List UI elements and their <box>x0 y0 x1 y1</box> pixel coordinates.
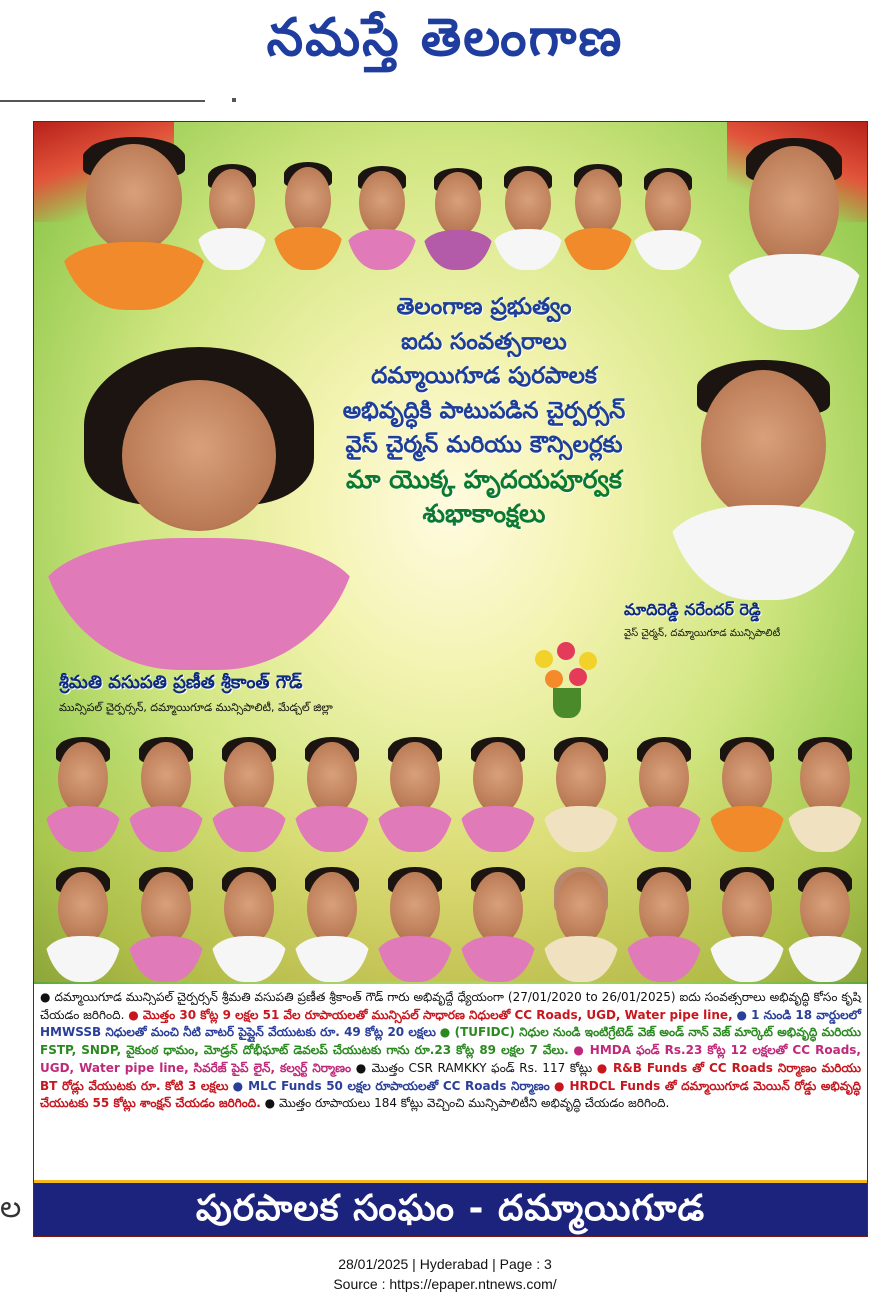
chairperson-caption <box>59 672 399 717</box>
leader-photo-large-right <box>724 130 864 330</box>
greeting-line: శుభాకాంక్షలు <box>422 499 546 528</box>
vice-chairman-title: వైస్ చైర్మన్, దమ్మాయిగూడ మున్సిపాలిటీ <box>624 628 781 639</box>
leader-photo-6 <box>562 160 634 270</box>
greeting-line: అభివృద్ధికి పాటుపడిన చైర్పర్సన్ <box>342 397 626 424</box>
councillor-photo <box>376 732 454 852</box>
leader-photo-3 <box>346 162 418 270</box>
councillor-photo <box>625 732 703 852</box>
source-link[interactable]: Source : https://epaper.ntnews.com/ <box>333 1276 557 1292</box>
advertisement <box>33 121 868 1237</box>
flower-bouquet <box>529 640 605 720</box>
councillor-photo <box>708 862 786 982</box>
summary-text: ● MLC Funds 50 లక్షల రూపాయలతో CC Roads నిర్మాణం <box>232 1078 550 1093</box>
chairperson-title: మున్సిపల్ చైర్పర్సన్, దమ్మాయిగూడ మున్సిపాలిటీ, మేడ్చల్ జిల్లా <box>59 701 333 714</box>
councillor-photo <box>459 862 537 982</box>
greeting-line: వైస్ చైర్మన్ మరియు కౌన్సిలర్లకు <box>345 432 623 458</box>
councillor-photo <box>786 732 864 852</box>
leader-photo-large-left <box>59 130 209 310</box>
councillor-photo <box>625 862 703 982</box>
councillor-photo <box>293 732 371 852</box>
greeting-line: తెలంగాణ ప్రభుత్వం <box>396 294 572 320</box>
councillor-photo <box>44 862 122 982</box>
councillor-row-1 <box>34 732 867 854</box>
leader-photo-7 <box>632 164 704 270</box>
councillor-photo <box>293 862 371 982</box>
page-footer <box>0 1254 890 1294</box>
councillor-photo <box>210 732 288 852</box>
summary-text: ● మొత్తం 30 కోట్ల 9 లక్షల 51 వేల రూపాయలతో మున్సిపల్ సాధారణ నిధులతో CC Roads, UGD, Water pipe line, <box>128 1007 733 1022</box>
councillor-photo <box>376 862 454 982</box>
councillor-row-2 <box>34 862 867 984</box>
page-info: 28/01/2025 | Hyderabad | Page : 3 <box>338 1256 552 1272</box>
summary-text: ● మొత్తం CSR RAMKKY ఫండ్ Rs. 117 కోట్లు <box>355 1060 593 1075</box>
summary-text: ● 1 నుండి 18 వార్డులలో HMWSSB నిధులతో మంచి నీటి వాటర్ పైప్లైన్ వేయుటకు రూ. 49 కోట్ల 20 లక్షలు <box>40 1007 861 1040</box>
masthead-dot <box>232 98 236 102</box>
summary-text: ● HRDCL Funds తో దమ్మాయిగూడ మెయిన్ రోడ్డు అభివృద్ధి చేయుటకు 55 కోట్లు శాంక్షన్ చేయడం జరిగింది. <box>40 1078 861 1111</box>
councillor-photo <box>542 862 620 982</box>
summary-text: ● (TUFIDC) నిధుల నుండి ఇంటిగ్రేటెడ్ వెజ్ అండ్ నాన్ వెజ్ మార్కెట్ అభివృద్ధి మరియు FSTP, SNDP, వైకుంఠ ధామం, మోడ్రన్ దోభీఘాట్ డెవలప్ చేయుటకు గాను రూ.23 కోట్ల 89 లక్షల 7 వేలు. <box>40 1025 861 1058</box>
greeting-line: మా యొక్క హృదయపూర్వక <box>346 464 622 494</box>
newspaper-title: నమస్తే తెలంగాణ <box>266 8 624 68</box>
councillor-photo <box>708 732 786 852</box>
banner-text: పురపాలక సంఘం - దమ్మాయిగూడ <box>195 1188 706 1229</box>
summary-text: ● R&B Funds తో CC Roads నిర్మాణం మరియు BT రోడ్లు వేయుటకు రూ. కోటి 3 లక్షలు <box>40 1060 861 1093</box>
masthead <box>0 0 890 110</box>
adjacent-page-fragment: ల <box>0 1190 22 1225</box>
councillor-photo <box>459 732 537 852</box>
greeting-line: ఐదు సంవత్సరాలు <box>401 328 567 355</box>
greeting-message <box>304 290 664 532</box>
leader-photo-5 <box>492 162 564 270</box>
summary-text: ● HMDA ఫండ్ Rs.23 కోట్ల 12 లక్షలతో CC Roads, UGD, Water pipe line, సివరేజ్ పైప్ లైన్, కల్వర్ట్ నిర్మాణం <box>40 1043 861 1075</box>
councillor-photo <box>542 732 620 852</box>
councillor-photo <box>44 732 122 852</box>
councillor-photo <box>127 732 205 852</box>
vice-chairman-photo <box>666 350 861 600</box>
summary-text: ● దమ్మాయిగూడ మున్సిపల్ చైర్పర్సన్ శ్రీమతి వసుపతి ప్రణీత శ్రీకాంత్ గౌడ్ గారు అభివృద్దే ధ్యేయంగా (27/01/2020 to 26/01/2025) ఐదు సంవత్సరాలు అభివృద్ధి కోసం కృషి చేయడం జరిగింది. <box>40 990 861 1022</box>
chairperson-name: శ్రీమతి వసుపతి ప్రణీత శ్రీకాంత్ గౌడ్ <box>59 672 303 693</box>
councillor-photo <box>210 862 288 982</box>
masthead-rule <box>0 100 205 102</box>
development-summary <box>34 985 867 1171</box>
vice-chairman-caption <box>624 600 864 641</box>
leader-photo-4 <box>422 164 494 270</box>
councillor-photo <box>127 862 205 982</box>
greeting-line: దమ్మాయిగూడ పురపాలక <box>371 363 597 389</box>
leader-photo-2 <box>272 158 344 270</box>
vice-chairman-name: మాదిరెడ్డి నరేందర్ రెడ్డి <box>624 600 761 619</box>
leader-photo-1 <box>196 160 268 270</box>
summary-text: ● మొత్తం రూపాయలు 184 కోట్లు వెచ్చించి మున్సిపాలిటీని అభివృద్ధి చేయడం జరిగింది. <box>264 1096 670 1111</box>
councillor-photo <box>786 862 864 982</box>
municipality-banner <box>34 1180 867 1236</box>
